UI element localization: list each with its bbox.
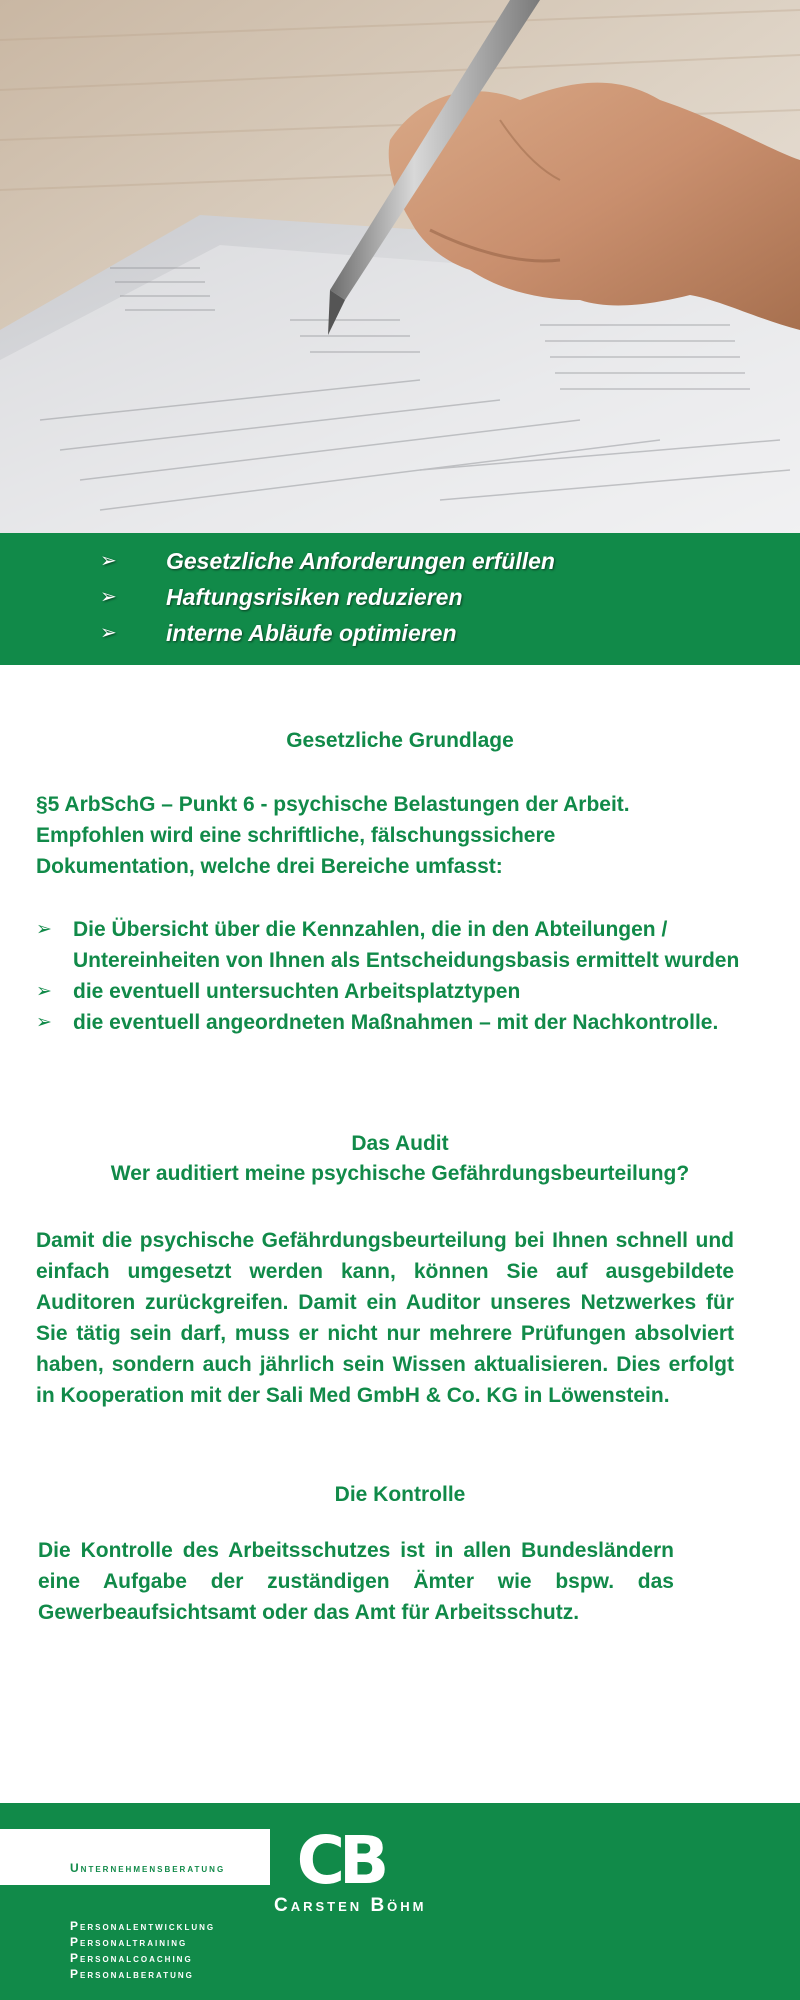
benefit-text: Haftungsrisiken reduzieren: [166, 584, 463, 610]
grundlage-list: [36, 914, 746, 1038]
grundlage-intro: [36, 789, 766, 882]
arrowhead-bullet-icon: ➢: [36, 919, 52, 940]
service-item: Personalentwicklung: [70, 1919, 216, 1933]
hand-writing-form-photo: [0, 0, 800, 533]
heading-audit: Das Audit: [351, 1132, 449, 1155]
list-item-text: Die Übersicht über die Kennzahlen, die in den Abteilungen / Untereinheiten von Ihnen als Entscheidungsbasis ermittelt wurden: [73, 918, 740, 972]
footer: [0, 1803, 800, 2000]
benefits-list: [0, 543, 800, 651]
arrowhead-bullet-icon: ➢: [100, 550, 117, 572]
cb-logo: [270, 1825, 410, 1891]
benefit-text: interne Abläufe optimieren: [166, 620, 457, 646]
benefit-text: Gesetzliche Anforderungen erfüllen: [166, 548, 555, 574]
benefit-item: [0, 615, 800, 651]
services-list: [70, 1918, 215, 1982]
list-item-text: die eventuell untersuchten Arbeitsplatztypen: [73, 980, 521, 1003]
arrowhead-bullet-icon: ➢: [36, 1012, 52, 1033]
logo-text: CB: [296, 1825, 384, 1891]
footer-white-band: [0, 1829, 282, 1885]
service-item: Personaltraining: [70, 1935, 188, 1949]
subheading-audit: Wer auditiert meine psychische Gefährdungsbeurteilung?: [110, 1162, 690, 1185]
list-item: [36, 1007, 746, 1038]
service-item: Personalcoaching: [70, 1951, 193, 1965]
audit-paragraph: Damit die psychische Gefährdungsbeurteilung bei Ihnen schnell und einfach umgesetzt werden kann, können Sie auf ausgebildete Auditoren zurückgreifen. Damit ein Auditor unseres Netzwerkes für Sie tätig sein darf, muss er nicht nur mehrere Prüfungen absolviert haben, sondern auch jährlich sein Wissen aktualisieren. Dies erfolgt in Kooperation mit der Sali Med GmbH & Co. KG in Löwenstein.: [36, 1229, 734, 1407]
kontrolle-paragraph: Die Kontrolle des Arbeitsschutzes ist in allen Bundesländern eine Aufgabe der zuständigen Ämter wie bspw. das Gewerbeaufsichtsamt oder das Amt für Arbeitsschutz.: [38, 1539, 674, 1624]
arrowhead-bullet-icon: ➢: [100, 586, 117, 608]
benefit-item: [0, 579, 800, 615]
arrowhead-bullet-icon: ➢: [36, 981, 52, 1002]
list-item: [36, 976, 746, 1007]
service-item: Personalberatung: [70, 1967, 194, 1981]
arrowhead-bullet-icon: ➢: [100, 622, 117, 644]
list-item-text: die eventuell angeordneten Maßnahmen – mit der Nachkontrolle.: [73, 1011, 719, 1034]
company-name: Carsten Böhm: [274, 1895, 427, 1916]
heading-grundlage: Gesetzliche Grundlage: [286, 729, 514, 752]
benefit-item: [0, 543, 800, 579]
intro-line: Dokumentation, welche drei Bereiche umfasst:: [36, 855, 503, 878]
hero-photo: [0, 0, 800, 533]
intro-line: §5 ArbSchG – Punkt 6 - psychische Belastungen der Arbeit.: [36, 793, 630, 816]
intro-line: Empfohlen wird eine schriftliche, fälschungssichere: [36, 824, 556, 847]
list-item: [36, 914, 746, 976]
heading-kontrolle: Die Kontrolle: [334, 1483, 466, 1506]
footer-tagline: Unternehmensberatung: [70, 1861, 226, 1875]
benefits-banner: [0, 533, 800, 665]
